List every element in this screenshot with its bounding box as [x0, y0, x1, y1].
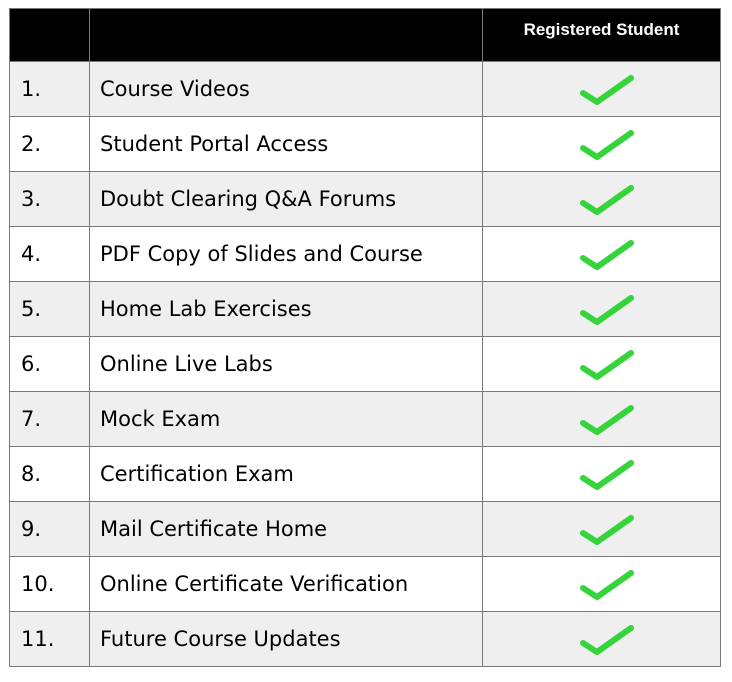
checkmark-icon	[569, 571, 635, 595]
included-cell	[483, 337, 721, 392]
feature-name: Future Course Updates	[90, 612, 483, 667]
registered-student-label: Registered Student	[523, 20, 680, 39]
table-row	[10, 282, 721, 337]
checkmark-icon	[579, 293, 635, 327]
checkmark-icon	[569, 626, 635, 650]
checkmark-icon	[579, 128, 635, 162]
table-row	[10, 227, 721, 282]
checkmark-icon	[579, 513, 635, 547]
row-number: 5.	[10, 282, 90, 337]
table-row	[10, 337, 721, 392]
row-number: 4.	[10, 227, 90, 282]
row-number: 9.	[10, 502, 90, 557]
checkmark-icon	[569, 351, 635, 375]
row-number: 2.	[10, 117, 90, 172]
row-number: 7.	[10, 392, 90, 447]
feature-name: PDF Copy of Slides and Course	[90, 227, 483, 282]
included-cell	[483, 557, 721, 612]
included-cell	[483, 502, 721, 557]
header-number-cell	[10, 9, 90, 62]
table-row	[10, 502, 721, 557]
header-registered-student-cell	[483, 9, 721, 62]
included-cell	[483, 62, 721, 117]
feature-name: Certification Exam	[90, 447, 483, 502]
included-cell	[483, 612, 721, 667]
checkmark-icon	[579, 623, 635, 657]
row-number: 1.	[10, 62, 90, 117]
included-cell	[483, 227, 721, 282]
feature-name: Doubt Clearing Q&A Forums	[90, 172, 483, 227]
row-number: 11.	[10, 612, 90, 667]
included-cell	[483, 392, 721, 447]
table-row	[10, 172, 721, 227]
checkmark-icon	[579, 458, 635, 492]
header-feature-cell	[90, 9, 483, 62]
checkmark-icon	[569, 131, 635, 155]
table-row	[10, 117, 721, 172]
row-number: 8.	[10, 447, 90, 502]
table-row	[10, 62, 721, 117]
feature-comparison-table-wrapper	[9, 8, 720, 667]
row-number: 6.	[10, 337, 90, 392]
table-row	[10, 612, 721, 667]
row-number: 3.	[10, 172, 90, 227]
feature-name: Online Certificate Verification	[90, 557, 483, 612]
feature-name: Student Portal Access	[90, 117, 483, 172]
checkmark-icon	[579, 348, 635, 382]
checkmark-icon	[579, 403, 635, 437]
checkmark-icon	[569, 461, 635, 485]
checkmark-icon	[579, 73, 635, 107]
table-body	[10, 62, 721, 667]
feature-name: Mail Certificate Home	[90, 502, 483, 557]
feature-name: Home Lab Exercises	[90, 282, 483, 337]
row-number: 10.	[10, 557, 90, 612]
table-row	[10, 557, 721, 612]
checkmark-icon	[579, 238, 635, 272]
feature-comparison-table	[9, 8, 721, 667]
included-cell	[483, 172, 721, 227]
checkmark-icon	[569, 516, 635, 540]
table-row	[10, 392, 721, 447]
feature-name: Online Live Labs	[90, 337, 483, 392]
checkmark-icon	[569, 296, 635, 320]
table-header-row	[10, 9, 721, 62]
checkmark-icon	[579, 568, 635, 602]
included-cell	[483, 282, 721, 337]
feature-name: Course Videos	[90, 62, 483, 117]
checkmark-icon	[579, 183, 635, 217]
table-row	[10, 447, 721, 502]
included-cell	[483, 447, 721, 502]
checkmark-icon	[569, 186, 635, 210]
included-cell	[483, 117, 721, 172]
feature-name: Mock Exam	[90, 392, 483, 447]
checkmark-icon	[569, 76, 635, 100]
checkmark-icon	[569, 406, 635, 430]
checkmark-icon	[569, 241, 635, 265]
